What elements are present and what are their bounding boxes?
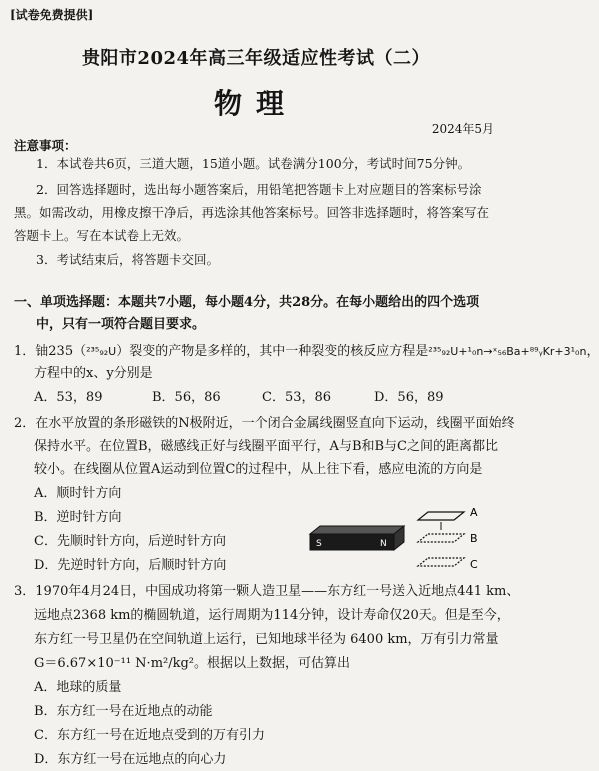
coil-c-label: C xyxy=(470,558,478,571)
q1-option-d[interactable]: D．56，89 xyxy=(374,390,444,405)
question-3-line-1 xyxy=(14,582,519,602)
q3-option-c[interactable]: C．东方红一号在近地点受到的万有引力 xyxy=(34,728,265,743)
nuclear-equation: ²³⁵₉₂U+¹₀n→ˣ₅₆Ba+⁸⁹ᵧKr+3¹₀n xyxy=(428,345,587,358)
notice-line-3: 黑。如需改动，用橡皮擦干净后，再选涂其他答案标号。回答非选择题时，将答案写在 xyxy=(14,205,490,220)
question-2-number: 2． xyxy=(14,416,36,431)
bar-magnet xyxy=(310,526,404,550)
exam-title: 贵阳市2024年高三年级适应性考试（二） xyxy=(81,48,431,69)
section-line-1: 一、单项选择题：本题共7小题，每小题4分，共28分。在每小题给出的四个选项 xyxy=(14,295,480,310)
question-1-line-2: 方程中的x、y分别是 xyxy=(34,366,153,381)
exam-date: 2024年5月 xyxy=(431,122,494,136)
coil-position-a xyxy=(418,506,478,520)
question-1-comma: ， xyxy=(586,344,599,359)
q2-option-a[interactable]: A．顺时针方向 xyxy=(34,486,122,501)
notice-line-4: 答题卡上。写在本试卷上无效。 xyxy=(14,228,190,243)
question-2-text-1: 在水平放置的条形磁铁的N极附近，一个闭合金属线圈竖直向下运动，线圈平面始终 xyxy=(35,416,515,431)
q1-option-c[interactable]: C．53，86 xyxy=(262,390,332,405)
question-3-line-4: G＝6.67×10⁻¹¹ N·m²/kg²。根据以上数据，可估算出 xyxy=(34,656,351,671)
coil-a-label: A xyxy=(470,506,478,519)
question-3-line-3: 东方红一号卫星仍在空间轨道上运行，已知地球半径为 6400 km，万有引力常量 xyxy=(34,632,499,647)
question-2-line-2: 保持水平。在位置B，磁感线正好与线圈平面平行，A与B和B与C之间的距离都比 xyxy=(34,439,498,454)
q1-option-a[interactable]: A．53，89 xyxy=(34,390,103,405)
uranium-isotope: ²³⁵₉₂U xyxy=(86,345,117,358)
q1-option-b[interactable]: B．56，86 xyxy=(152,390,221,405)
magnet-s-label: S xyxy=(316,539,322,549)
q3-option-b[interactable]: B．东方红一号在近地点的动能 xyxy=(34,704,213,719)
question-1-text-pre: 铀235（ xyxy=(35,344,87,359)
coil-position-c xyxy=(418,558,478,571)
section-heading xyxy=(14,292,479,336)
question-2-line-1 xyxy=(14,414,515,434)
notice-line-1: 1．本试卷共6页，三道大题，15道小题。试卷满分100分，考试时间75分钟。 xyxy=(36,156,471,171)
notice-line-5: 3．考试结束后，将答题卡交回。 xyxy=(36,252,219,267)
q2-option-c[interactable]: C．先顺时针方向，后逆时针方向 xyxy=(34,534,226,549)
question-1-number: 1． xyxy=(14,344,36,359)
q2-option-d[interactable]: D．先逆时针方向，后顺时针方向 xyxy=(34,558,227,573)
magnet-n-label: N xyxy=(380,539,387,549)
question-3-line-2: 远地点2368 km的椭圆轨道，运行周期为114分钟，设计寿命仅20天。但是至今， xyxy=(34,608,510,623)
q3-option-a[interactable]: A．地球的质量 xyxy=(34,680,122,695)
section-line-2: 中，只有一项符合题目要求。 xyxy=(36,317,206,332)
coil-position-b xyxy=(418,532,478,545)
coil-b-label: B xyxy=(470,532,478,545)
free-tag: [试卷免费提供] xyxy=(10,8,94,22)
q2-option-b[interactable]: B．逆时针方向 xyxy=(34,510,122,525)
question-3-text-1: 1970年4月24日，中国成功将第一颗人造卫星——东方红一号送入近地点441 km、 xyxy=(35,584,520,599)
question-1-text-mid: ）裂变的产物是多样的，其中一种裂变的核反应方程是 xyxy=(116,344,429,359)
question-2-line-3: 较小。在线圈从位置A运动到位置C的过程中，从上往下看，感应电流的方向是 xyxy=(34,462,483,477)
notice-line-2: 2．回答选择题时，选出每小题答案后，用铅笔把答题卡上对应题目的答案标号涂 xyxy=(36,182,482,197)
notice-heading: 注意事项： xyxy=(14,138,77,153)
subject-title: 物理 xyxy=(213,87,298,120)
question-3-number: 3． xyxy=(14,584,36,599)
magnet-coil-figure xyxy=(300,496,500,576)
q3-option-d[interactable]: D．东方红一号在远地点的向心力 xyxy=(34,752,227,767)
question-1-line-1 xyxy=(14,342,599,362)
